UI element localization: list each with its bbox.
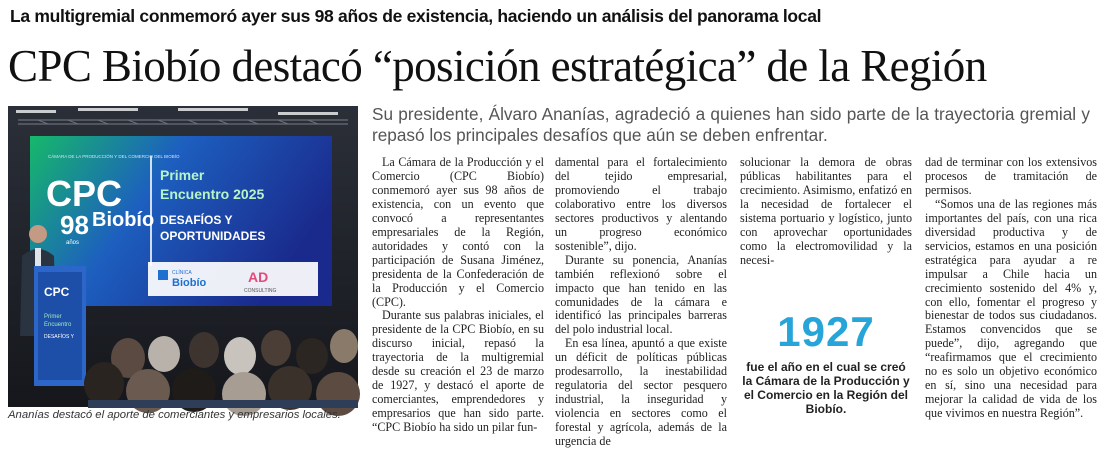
paragraph: dad de terminar con los extensivos procesos de tramitación de permisos. (925, 155, 1097, 197)
text-column-3 (740, 156, 912, 306)
highlight-text: fue el año en el cual se creó la Cámara de la Producción y el Comercio en la Región del Biobío. (742, 360, 910, 416)
article-kicker: La multigremial conmemoró ayer sus 98 años de existencia, haciendo un análisis del panorama local (10, 6, 822, 26)
text-column-2 (555, 155, 727, 449)
text-column-4 (925, 156, 1097, 438)
article-photo (8, 106, 358, 407)
paragraph: damental para el fortalecimiento del tejido empresarial, promoviendo el trabajo colaborativo entre los diversos sectores productivos y alentando un progreso económico sostenible”, dijo. (555, 155, 727, 253)
svg-text:DESAFÍOS Y: DESAFÍOS Y (44, 334, 74, 340)
cpc-logo: CPC (46, 173, 123, 214)
svg-text:OPORTUNIDADES: OPORTUNIDADES (160, 229, 266, 243)
svg-text:Primer: Primer (44, 314, 62, 320)
paragraph: “Somos una de las regiones más importantes del país, con una rica diversidad productiva y de servicios, estamos en una posición estratégica para ayudar a re impulsar a Chile hacia un crecimiento sostenido del 4% y, con ello, fomentar el progreso y bienestar de todos sus ciudadanos. Estamos convencidos que se puede”, dijo, agregando que “reafirmamos que el crecimiento no es solo un objetivo económico en sí, sino una necesidad para mejorar la calidad de vida de los que vivimos en nuestra Región”. (925, 196, 1097, 421)
svg-text:Biobío: Biobío (172, 277, 207, 289)
svg-text:AD: AD (248, 269, 269, 285)
article-headline: CPC Biobío destacó “posición estratégica” de la Región (8, 41, 987, 91)
podium (34, 266, 86, 386)
svg-text:CPC: CPC (44, 285, 70, 299)
paragraph: Durante su ponencia, Ananías también reflexionó sobre el impacto que han tenido en las comunidades de la cámara e identificó las principales barreras del polo industrial local. (555, 252, 727, 337)
paragraph: Durante sus palabras iniciales, el presidente de la CPC Biobío, en su discurso inicial, repasó la trayectoria de la multigremial desde su creación el 23 de marzo de 1927, y destacó el aporte de comerciantes, emprendedores y empresarios que han sido parte. “CPC Biobío ha sido un pilar fun- (372, 308, 544, 435)
svg-text:Primer: Primer (160, 167, 205, 183)
highlight-number: 1927 (777, 308, 875, 355)
paragraph: La Cámara de la Producción y el Comercio (CPC Biobío) conmemoró ayer sus 98 años de existencia, con un evento que convocó a representantes empresariales de la Región, autoridades y contó con la participación de Susana Jiménez, presidenta de la Confederación de la Producción y el Comercio (CPC). (372, 155, 544, 309)
svg-text:Encuentro 2025: Encuentro 2025 (160, 186, 265, 202)
svg-text:Biobío: Biobío (92, 209, 155, 231)
highlight-box (740, 310, 912, 416)
svg-text:CLÍNICA: CLÍNICA (172, 270, 192, 276)
photo-caption: Ananías destacó el aporte de comerciantes y empresarios locales. (8, 409, 341, 421)
svg-text:DESAFÍOS Y: DESAFÍOS Y (160, 213, 233, 227)
svg-text:Encuentro: Encuentro (44, 322, 72, 328)
svg-text:años: años (66, 240, 80, 246)
article-deck: Su presidente, Álvaro Ananías, agradeció a quienes han sido parte de la trayectoria gremial y repasó los principales desafíos que aún se deben enfrentar. (372, 104, 1090, 145)
paragraph: solucionar la demora de obras públicas habilitantes para el crecimiento. Asimismo, enfatizó en la necesidad de fortalecer el sistema portuario y logístico, junto con aprovechar oportunidades como la electromovilidad y la necesi- (740, 155, 912, 267)
text-column-1 (372, 156, 544, 438)
paragraph: En esa línea, apuntó a que existe un déficit de políticas públicas prodesarrollo, la inestabilidad regulatoria del sector pesquero industrial, la inseguridad y violencia en sectores como el forestal y agrícola, además de la urgencia de (555, 336, 727, 449)
svg-text:CONSULTING: CONSULTING (244, 288, 277, 294)
svg-text:98: 98 (60, 210, 89, 240)
svg-text:CÁMARA DE LA PRODUCCIÓN Y DEL: CÁMARA DE LA PRODUCCIÓN Y DEL COMERCIO DEL BIOBÍO (48, 154, 180, 159)
